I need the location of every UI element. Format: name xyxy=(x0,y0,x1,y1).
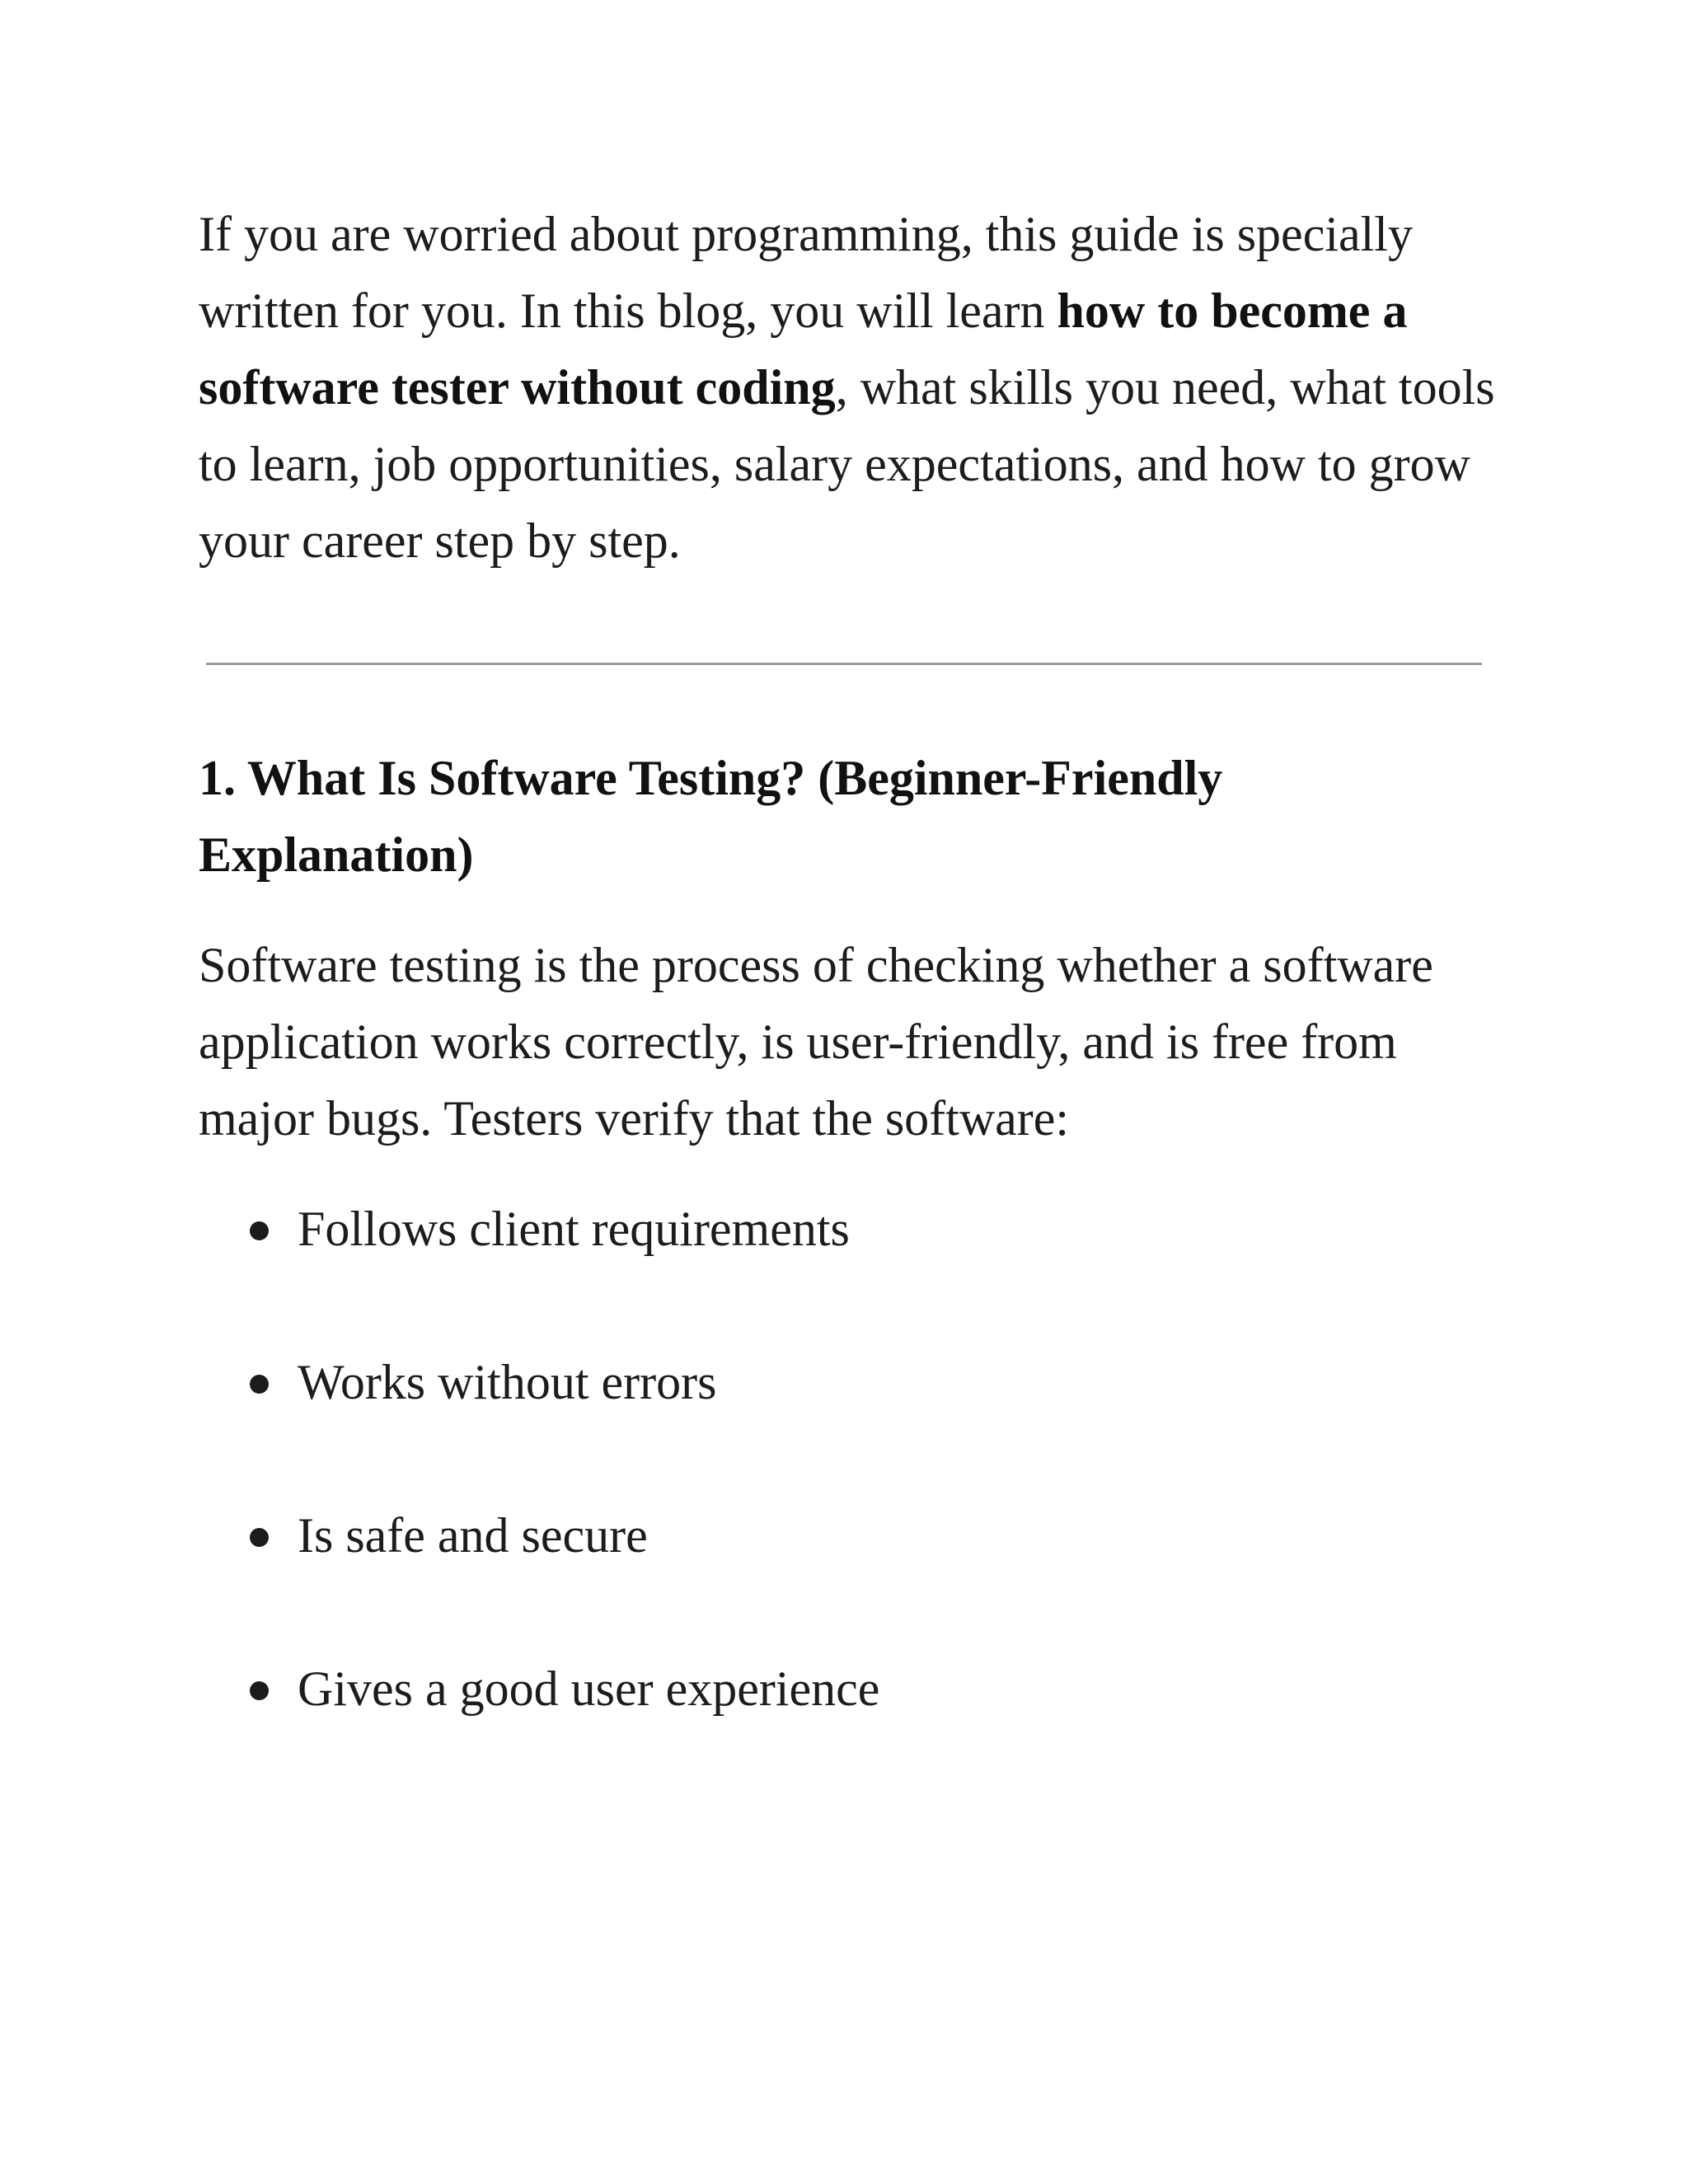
bullet-icon xyxy=(250,1528,269,1547)
bullet-icon xyxy=(250,1681,269,1700)
intro-text-end: , what skills you need, what tools to learn, job opportunities, salary expectations, and how to grow your career step by step. xyxy=(199,360,1495,568)
list-item-text: Is safe and secure xyxy=(298,1508,648,1563)
bullet-icon xyxy=(250,1221,269,1240)
list-item-text: Works without errors xyxy=(298,1355,717,1409)
list-item xyxy=(199,1497,1484,1574)
section-heading: 1. What Is Software Testing? (Beginner-Friendly Explanation) xyxy=(199,751,1223,882)
list-item-text: Gives a good user experience xyxy=(298,1661,880,1716)
list-item xyxy=(199,1344,1484,1421)
intro-bold-phrase: how to become a software tester without coding xyxy=(199,284,1408,415)
list-item-text: Follows client requirements xyxy=(298,1202,850,1256)
bullet-icon xyxy=(250,1375,269,1394)
bullet-list xyxy=(199,1191,1484,1804)
section-divider xyxy=(206,663,1482,665)
intro-paragraph xyxy=(199,196,1501,579)
list-item xyxy=(199,1191,1484,1268)
list-item xyxy=(199,1651,1484,1727)
intro-text-start: If you are worried about programming, this guide is specially written for you. In this blog, you will learn xyxy=(199,207,1413,338)
section-paragraph: Software testing is the process of checking whether a software application works correctly, is user-friendly, and is free from major bugs. Testers verify that the software: xyxy=(199,938,1433,1146)
